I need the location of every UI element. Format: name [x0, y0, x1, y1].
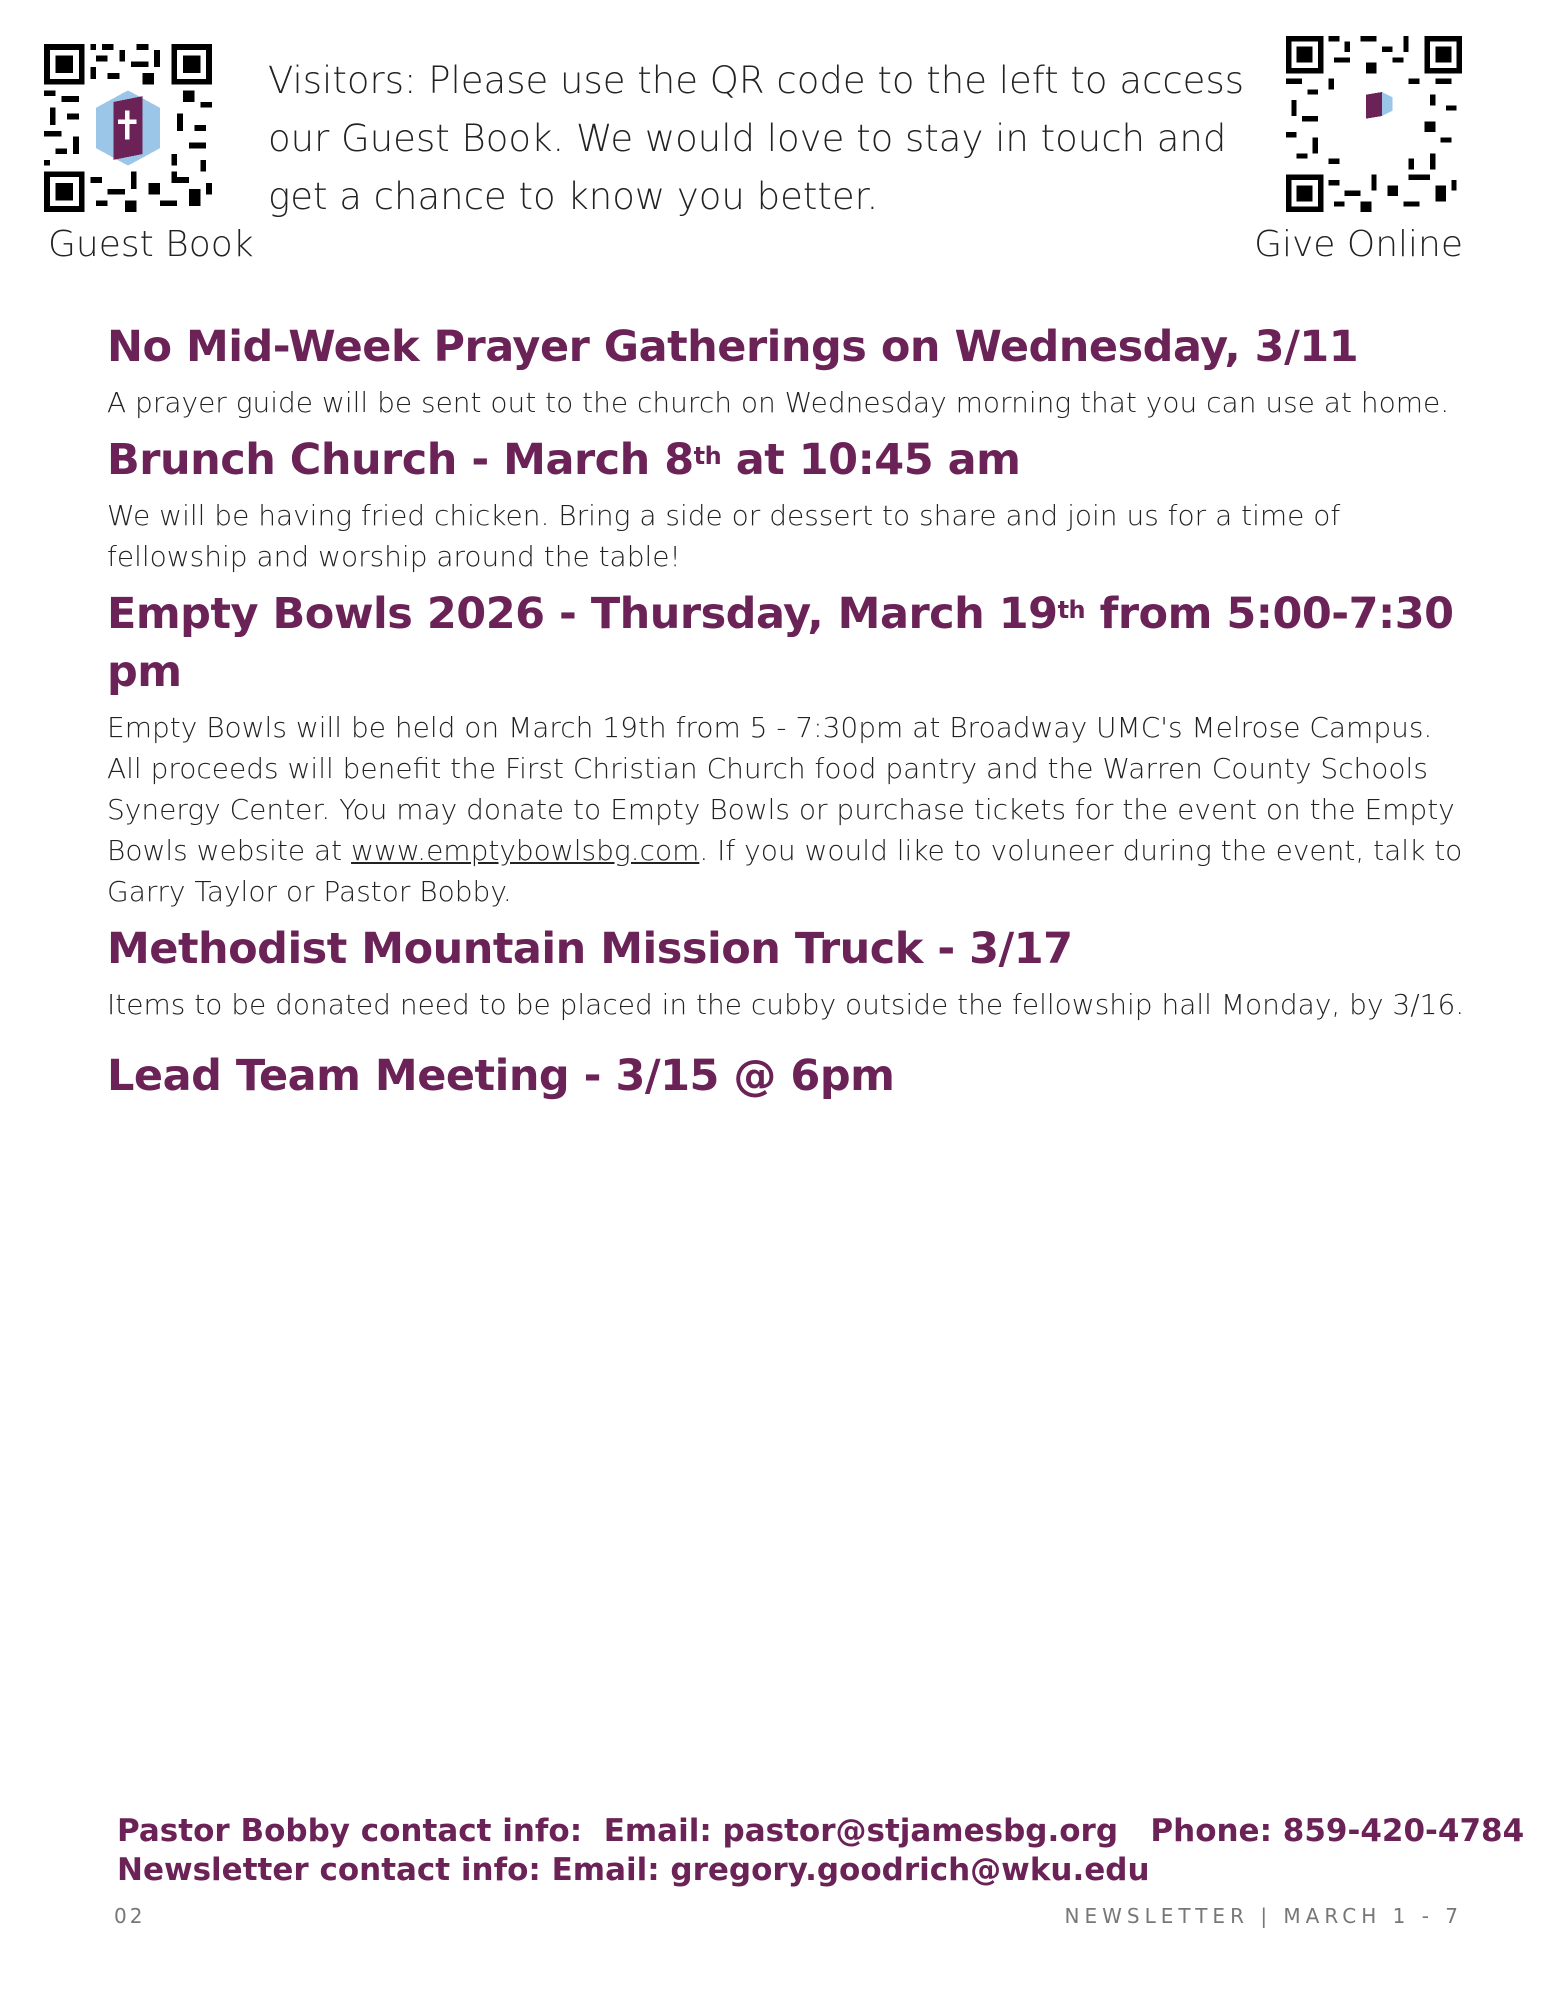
bowls-title-text: Empty Bowls 2026 - Thursday, March 19 [107, 589, 1058, 639]
pastor-contact-line: Pastor Bobby contact info: Email: pastor@stjamesbg.org Phone: 859-420-4784 [117, 1813, 1525, 1849]
empty-bowls-heading [107, 585, 1467, 701]
prayer-gatherings-body: A prayer guide will be sent out to the church on Wednesday morning that you can use at home. [107, 386, 1450, 419]
brunch-church-heading [107, 431, 1467, 489]
brunch-title-time: at 10:45 am [721, 435, 1021, 485]
give-online-caption: Give Online [1254, 224, 1463, 265]
visitor-message: Visitors: Please use the QR code to the left to access our Guest Book. We would love to stay in touch and get a chance to know you better. [268, 59, 1245, 218]
bowls-title-sup: th [1057, 596, 1086, 624]
guest-book-caption: Guest Book [48, 224, 254, 265]
bowls-body-post: . If you would like to voluneer during the event, talk to Garry Taylor or Pastor Bobby. [107, 834, 1463, 908]
empty-bowls-body [107, 707, 1467, 912]
mission-truck-heading: Methodist Mountain Mission Truck - 3/17 [107, 924, 1073, 974]
brunch-church-body: We will be having fried chicken. Bring a side or dessert to share and join us for a time of fellowship and worship around the table! [107, 499, 1341, 573]
newsletter-label: NEWSLETTER | MARCH 1 - 7 [1064, 1904, 1463, 1928]
mission-truck-body: Items to be donated need to be placed in the cubby outside the fellowship hall Monday, by 3/16. [107, 988, 1465, 1021]
brunch-title-sup: th [693, 442, 722, 470]
lead-team-meeting-heading: Lead Team Meeting - 3/15 @ 6pm [107, 1051, 895, 1101]
page-number: 02 [114, 1904, 146, 1928]
brunch-title-text: Brunch Church - March 8 [107, 435, 694, 485]
empty-bowls-website-link[interactable]: www.emptybowlsbg.com [351, 834, 700, 867]
guest-book-qr-code-icon[interactable] [44, 44, 212, 212]
bowls-body-text: Empty Bowls will be held on March 19th from 5 - 7:30pm at Broadway UMC's Melrose Campus. All proceeds will benefit the First Christian Church food pantry and the Warren County Schools Synergy Center. You may donate to Empty Bowls or purchase tickets for the event on the Empty Bowls website at [107, 711, 1455, 867]
prayer-gatherings-heading: No Mid-Week Prayer Gatherings on Wednesday, 3/11 [107, 322, 1359, 372]
announcements [107, 318, 1467, 1105]
bowls-title-time: from 5:00-7:30 pm [107, 589, 1454, 697]
give-online-qr-code-icon[interactable] [1286, 36, 1462, 212]
newsletter-contact-line: Newsletter contact info: Email: gregory.goodrich@wku.edu [117, 1852, 1150, 1888]
footer-contact-info [117, 1812, 1525, 1890]
